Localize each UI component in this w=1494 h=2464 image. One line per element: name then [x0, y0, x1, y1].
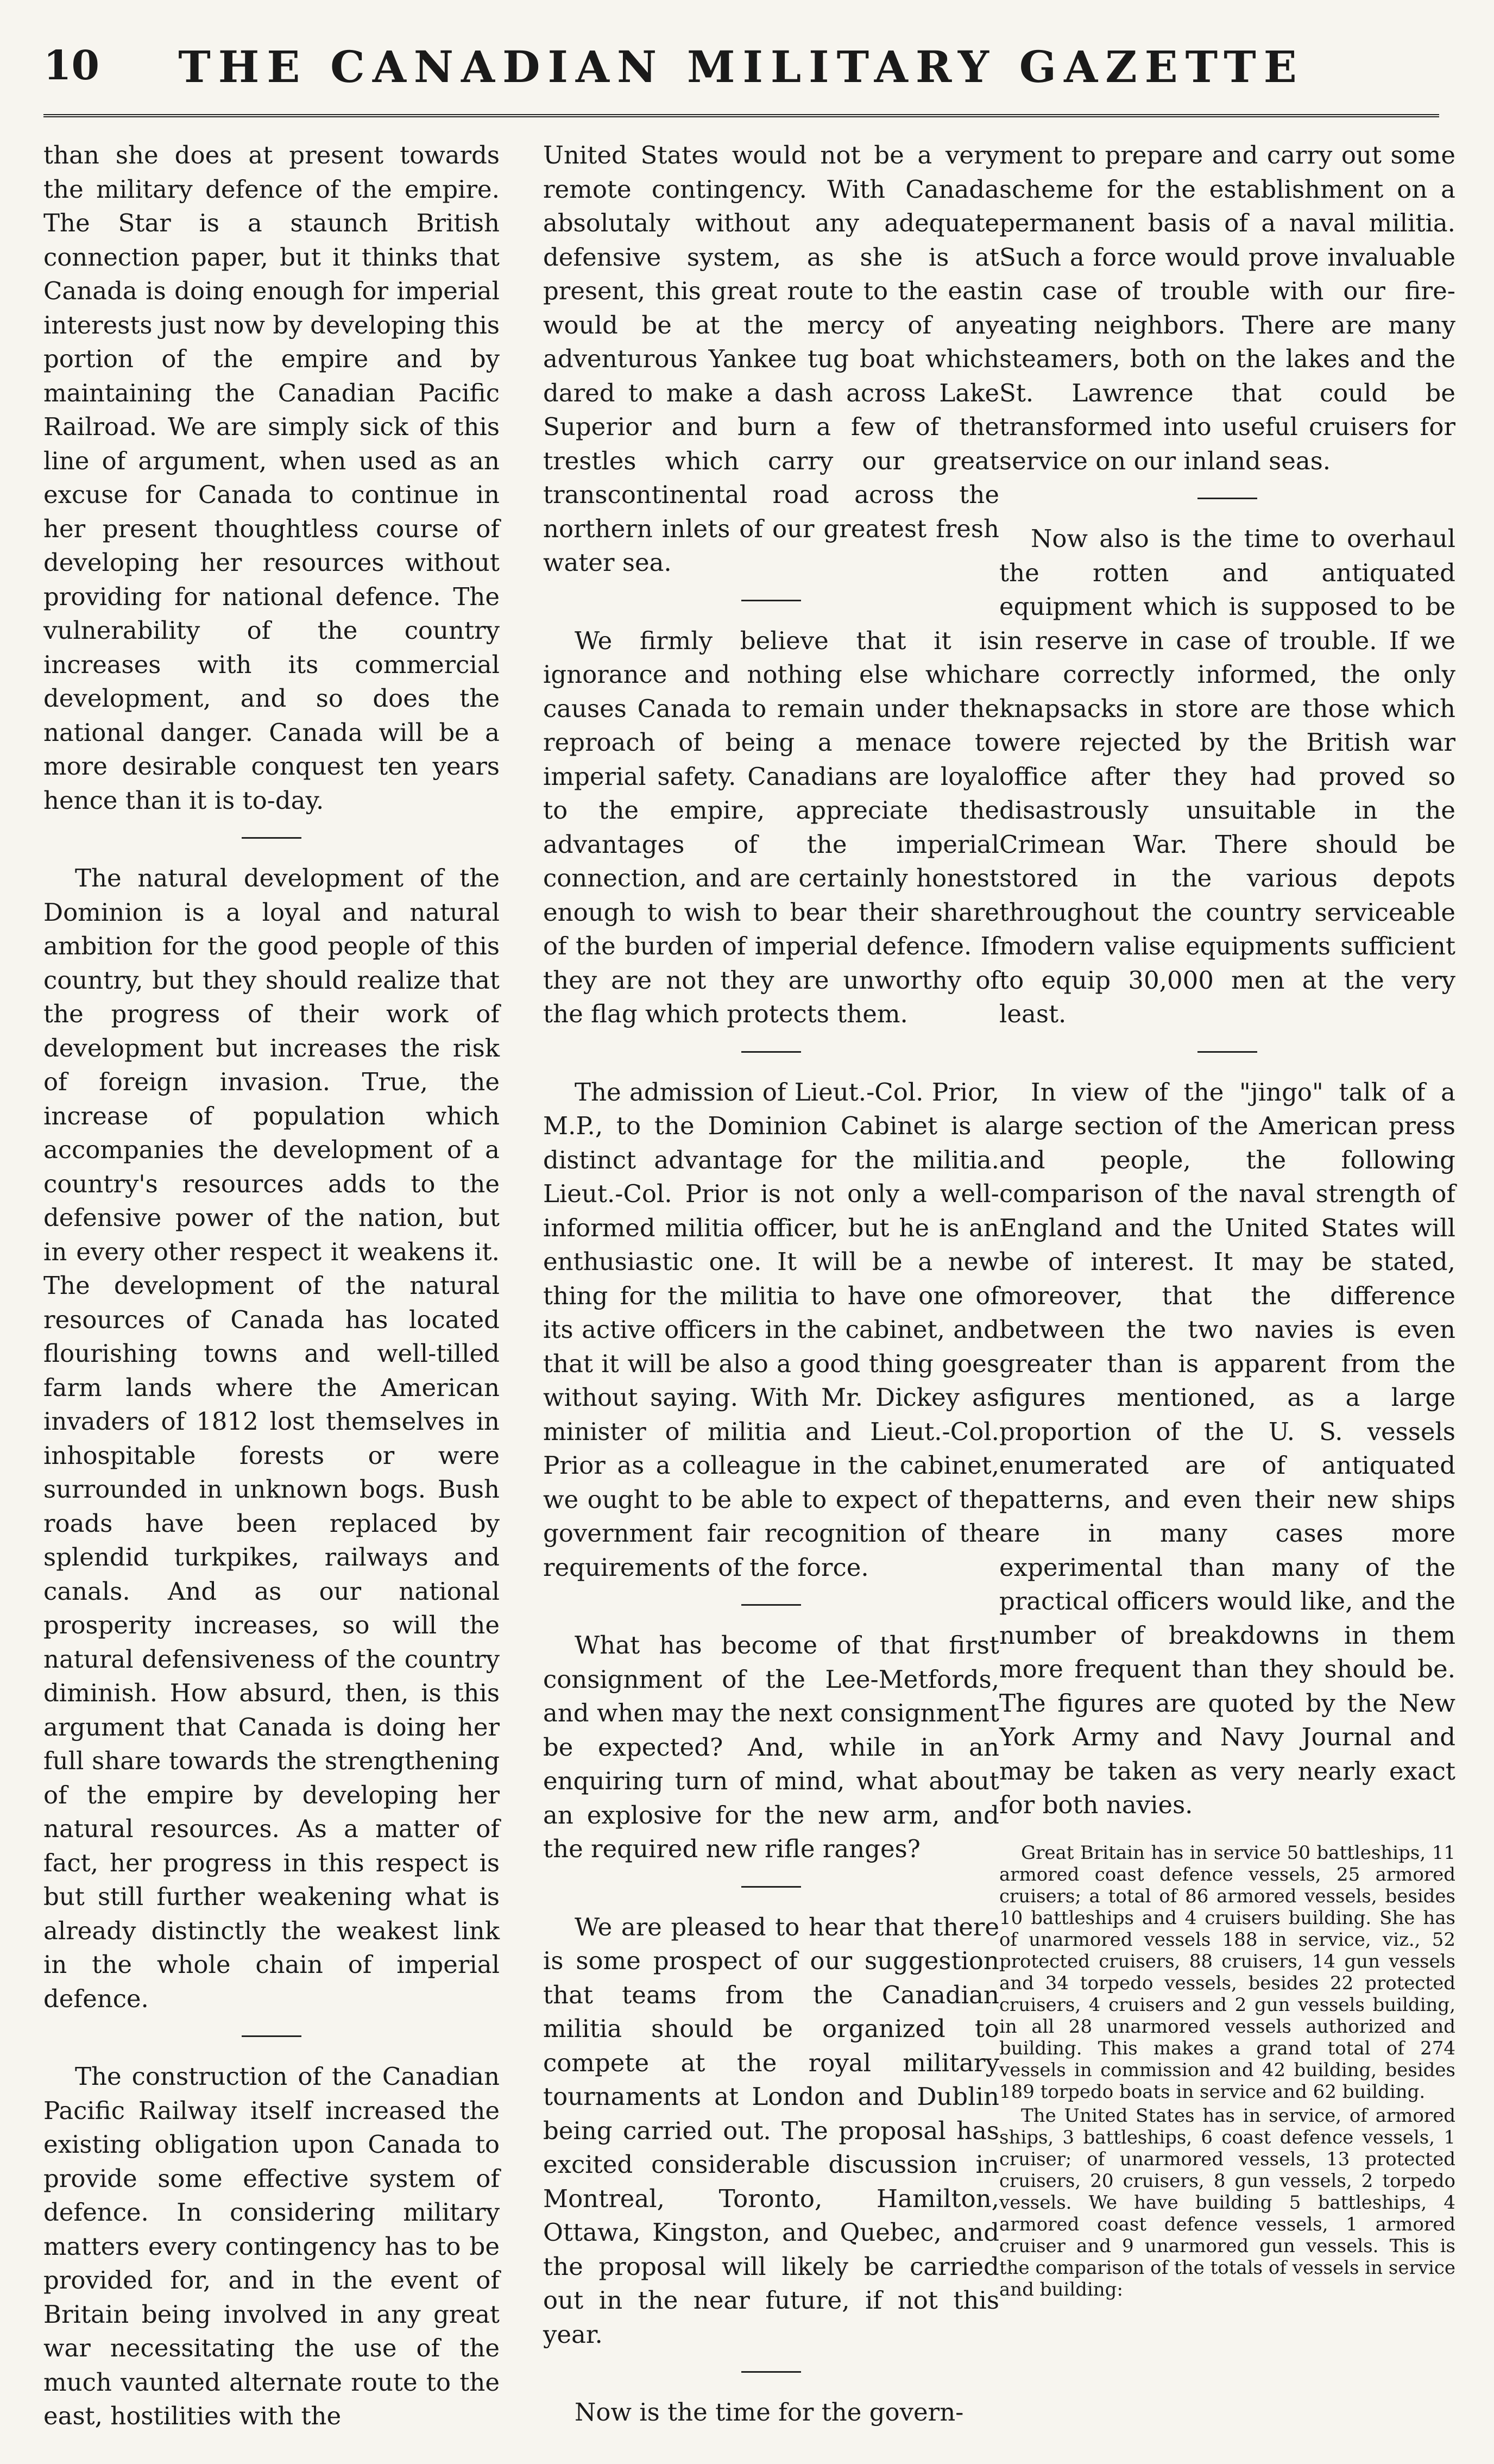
- section-divider: [242, 2035, 301, 2037]
- column-1: [43, 139, 500, 2453]
- paragraph: The natural development of the Dominion is a loyal and natural ambition for the good people of this country, but they should realize that the progress of their work of development but increases the risk of foreign invasion. True, the increase of population which accompanies the development of a country's resources adds to the defensive power of the nation, but in every other respect it weakens it. The development of the natural resources of Canada has located flourishing towns and well-tilled farm lands where the American invaders of 1812 lost themselves in inhospitable forests or were surrounded in unknown bogs. Bush roads have been replaced by splendid turkpikes, railways and canals. And as our national prosperity increases, so will the natural defensiveness of the country diminish. How absurd, then, is this argument that Canada is doing her full share towards the strengthening of the empire by developing her natural resources. As a matter of fact, her progress in this respect is but still further weakening what is already distinctly the weakest link in the whole chain of imperial defence.: [43, 864, 500, 2013]
- paragraph: We firmly believe that it is ignorance and nothing else which causes Canada to remain under the reproach of being a menace to imperial safety. Canadians are loyal to the empire, appreciate the advantages of the imperial connection, and are certainly honest enough to wish to bear their share of the burden of imperial defence. If they are not they are unworthy of the flag which protects them.: [543, 626, 999, 1028]
- paragraph: Now is the time for the govern-: [575, 2398, 964, 2427]
- paragraph: The construction of the Canadian Pacific Railway itself increased the existing obligation upon Canada to provide some effective system of defence. In considering military matters every contingency has to be provided for, and in the event of Britain being involved in any great war necessitating the use of the much vaunted alternate route to the east, hostilities with the: [43, 2062, 500, 2430]
- paragraph: United States would not be a very remote contingency. With Canada absolutaly without any adequate defensive system, as she is at present, this great route to the east would be at the mercy of any adventurous Yankee tug boat which dared to make a dash across Lake Superior and burn a few of the trestles which carry our great transcontinental road across the northern inlets of our greatest fresh water sea.: [543, 141, 999, 577]
- paragraph: What has become of that first consignment of the Lee-Metfords, and when may the next consignment be expected? And, while in an enquiring turn of mind, what about an explosive for the new arm, and the required new rifle ranges?: [543, 1631, 999, 1863]
- article-columns: [43, 139, 1455, 2447]
- fine-print-paragraph: Great Britain has in service 50 battleships, 11 armored coast defence vessels, 25 armored cruisers; a total of 86 armored vessels, besides 10 battleships and 4 cruisers building. She has of unarmored vessels 188 in service, viz., 52 protected cruisers, 88 cruisers, 14 gun vessels and 34 torpedo vessels, besides 22 protected cruisers, 4 cruisers and 2 gun vessels building, in all 28 unarmored vessels authorized and building. This makes a grand total of 274 vessels in commission and 42 building, besides 189 torpedo boats in service and 62 building.: [999, 1841, 1455, 2103]
- section-divider: [1197, 1051, 1257, 1053]
- section-divider: [741, 1051, 801, 1053]
- fine-print-paragraph: The United States has in service, of armored ships, 3 battleships, 6 coast defence vessels, 1 cruiser; of unarmored vessels, 13 protected cruisers, 20 cruisers, 8 gun vessels, 2 torpedo vessels. We have building 5 battleships, 4 armored coast defence vessels, 1 armored cruiser and 9 unarmored gun vessels. This is the comparison of the totals of vessels in service and building:: [999, 2104, 1455, 2300]
- paragraph: In view of the "jingo" talk of a large section of the American press and people, the following comparison of the naval strength of England and the United States will be of interest. It may be stated, moreover, that the difference between the two navies is even greater than is apparent from the figures mentioned, as a large proportion of the U. S. vessels enumerated are of antiquated patterns, and even their new ships are in many cases more experimental than many of the practical officers would like, and the number of breakdowns in them more frequent than they should be. The figures are quoted by the New York Army and Navy Journal and may be taken as very nearly exact for both navies.: [999, 1077, 1455, 1819]
- section-divider: [242, 837, 301, 839]
- column-3: [999, 139, 1455, 2303]
- paragraph: We are pleased to hear that there is some prospect of our suggestion that teams from the Canadian militia should be organized to compete at the royal military tournaments at London and Dublin being carried out. The proposal has excited considerable discussion in Montreal, Toronto, Hamilton, Ottawa, Kingston, and Quebec, and the proposal will likely be carried out in the near future, if not this year.: [543, 1912, 999, 2349]
- publication-title: THE CANADIAN MILITARY GAZETTE: [178, 41, 1304, 92]
- section-divider: [741, 2371, 801, 2373]
- paragraph: The admission of Lieut.-Col. Prior, M.P., to the Dominion Cabinet is a distinct advantage for the militia. Lieut.-Col. Prior is not only a well-informed militia officer, but he is an enthusiastic one. It will be a new thing for the militia to have one of its active officers in the cabinet, and that it will be also a good thing goes without saying. With Mr. Dickey as minister of militia and Lieut.-Col. Prior as a colleague in the cabinet, we ought to be able to expect of the government fair recognition of the requirements of the force.: [543, 1077, 999, 1582]
- page-number: 10: [43, 42, 99, 89]
- section-divider: [1197, 498, 1257, 499]
- section-divider: [741, 1604, 801, 1606]
- paragraph: ment to prepare and carry out some scheme for the establishment on a permanent basis of a naval militia. Such a force would prove invaluable in case of trouble with our fire-eating neighbors. There are many steamers, both on the lakes and the St. Lawrence that could be transformed into useful cruisers for service on our inland seas.: [999, 141, 1455, 475]
- column-2: [543, 139, 999, 2449]
- paragraph: than she does at present towards the military defence of the empire. The Star is a staunch British connection paper, but it thinks that Canada is doing enough for imperial interests just now by developing this portion of the empire and by maintaining the Canadian Pacific Railroad. We are simply sick of this line of argument, when used as an excuse for Canada to continue in her present thoughtless course of developing her resources without providing for national defence. The vulnerability of the country increases with its commercial development, and so does the national danger. Canada will be a more desirable conquest ten years hence than it is to-day.: [43, 141, 500, 815]
- paragraph: Now also is the time to overhaul the rotten and antiquated equipment which is supposed to be in reserve in case of trouble. If we are correctly informed, the only knapsacks in store are those which were rejected by the British war office after they had proved so disastrously unsuitable in the Crimean War. There should be stored in the various depots throughout the country serviceable modern valise equipments sufficient to equip 30,000 men at the very least.: [999, 524, 1455, 1028]
- section-divider: [741, 1886, 801, 1888]
- section-divider: [741, 600, 801, 601]
- masthead: [43, 38, 1439, 117]
